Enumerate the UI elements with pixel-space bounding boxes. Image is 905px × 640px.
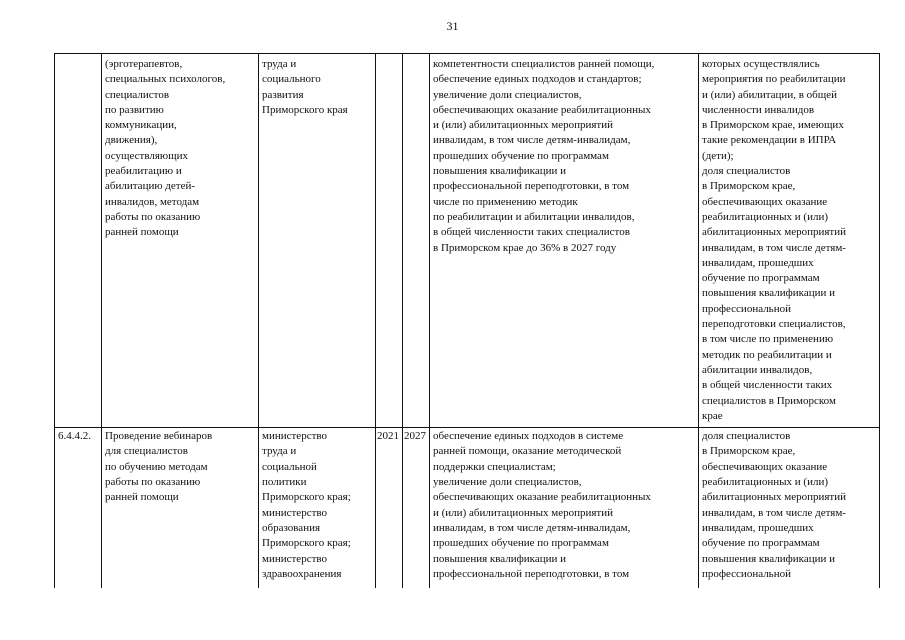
result-cell — [430, 54, 699, 428]
cell-text-line: прошедших обучение по программам — [433, 149, 609, 162]
cell-text-line: в Приморском крае, — [702, 180, 796, 193]
executor-cell — [259, 428, 376, 588]
cell-text-line: обеспечивающих оказание реабилитационных — [433, 103, 651, 116]
cell-text-line: инвалидам, в том числе детям-инвалидам, — [433, 134, 631, 147]
cell-text-line: инвалидам, прошедших — [702, 521, 814, 534]
cell-text-line: методик по реабилитации и — [702, 348, 832, 361]
cell-text-line: Приморского края; — [262, 491, 351, 504]
year-end-cell — [403, 428, 430, 588]
cell-text-line: Приморского края; — [262, 537, 351, 550]
year-start: 2021 — [377, 430, 399, 443]
year-end-cell — [403, 54, 430, 428]
cell-text-line: обучение по программам — [702, 537, 820, 550]
cell-text-line: социальной — [262, 460, 317, 473]
cell-text-line: обеспечивающих оказание — [702, 460, 828, 473]
cell-text-line: в общей численности таких специалистов — [433, 226, 630, 239]
table-row — [55, 428, 880, 588]
cell-text-line: абилитации инвалидов, — [702, 363, 813, 376]
result-cell — [430, 428, 699, 588]
cell-text-line: развития — [262, 88, 304, 101]
cell-text-line: обучение по программам — [702, 272, 820, 285]
cell-text-line: социального — [262, 73, 321, 86]
cell-text-line: по реабилитации и абилитации инвалидов, — [433, 210, 635, 223]
indicator-cell — [699, 428, 880, 588]
cell-text-line: Приморского края — [262, 103, 348, 116]
cell-text-line: и (или) абилитации, в общей — [702, 88, 837, 101]
cell-text-line: реабилитационных и (или) — [702, 210, 828, 223]
cell-text-line: работы по оказанию — [105, 476, 201, 489]
cell-text-line: обеспечение единых подходов в системе — [433, 430, 624, 443]
cell-text-line: крае — [702, 409, 723, 422]
cell-text-line: повышения квалификации и — [702, 287, 836, 300]
cell-text-line: специальных психологов, — [105, 73, 226, 86]
cell-text-line: коммуникации, — [105, 119, 177, 132]
year-start-cell — [376, 54, 403, 428]
cell-text-line: специалистов в Приморском — [702, 394, 836, 407]
row-number-cell — [55, 54, 102, 428]
cell-text-line: по развитию — [105, 103, 164, 116]
cell-text-line: инвалидам, в том числе детям- — [702, 506, 846, 519]
indicator-cell — [699, 54, 880, 428]
cell-text-line: переподготовки специалистов, — [702, 318, 846, 331]
cell-text-line: и (или) абилитационных мероприятий — [433, 506, 613, 519]
cell-text-line: числе по применению методик — [433, 195, 578, 208]
cell-text-line: по обучению методам — [105, 460, 208, 473]
cell-text-line: в Приморском крае до 36% в 2027 году — [433, 241, 617, 254]
cell-text-line: труда и — [262, 445, 297, 458]
cell-text-line: профессиональной — [702, 567, 791, 580]
cell-text-line: политики — [262, 476, 307, 489]
cell-text-line: в том числе по применению — [702, 333, 834, 346]
cell-text-line: в Приморском крае, — [702, 445, 796, 458]
cell-text-line: специалистов — [105, 88, 170, 101]
cell-text-line: поддержки специалистам; — [433, 460, 556, 473]
cell-text-line: обеспечивающих оказание — [702, 195, 828, 208]
cell-text-line: образования — [262, 521, 321, 534]
cell-text-line: Проведение вебинаров — [105, 430, 213, 443]
cell-text-line: профессиональной — [702, 302, 791, 315]
cell-text-line: обеспечение единых подходов и стандартов; — [433, 73, 642, 86]
row-number: 6.4.4.2. — [58, 430, 91, 443]
cell-text-line: повышения квалификации и — [433, 165, 567, 178]
cell-text-line: увеличение доли специалистов, — [433, 476, 582, 489]
cell-text-line: которых осуществлялись — [702, 58, 820, 70]
row-number-cell — [55, 428, 102, 588]
cell-text-line: ранней помощи, оказание методической — [433, 445, 622, 458]
cell-text-line: абилитацию детей- — [105, 180, 196, 193]
year-start-cell — [376, 428, 403, 588]
document-table — [54, 53, 880, 588]
cell-text-line: ранней помощи — [105, 226, 179, 239]
cell-text-line: (эрготерапевтов, — [105, 58, 183, 70]
cell-text-line: осуществляющих — [105, 149, 188, 162]
cell-text-line: численности инвалидов — [702, 103, 815, 116]
table-row — [55, 54, 880, 428]
cell-text-line: реабилитационных и (или) — [702, 476, 828, 489]
cell-text-line: министерство — [262, 506, 328, 519]
cell-text-line: обеспечивающих оказание реабилитационных — [433, 491, 651, 504]
cell-text-line: в Приморском крае, имеющих — [702, 119, 844, 132]
cell-text-line: профессиональной переподготовки, в том — [433, 567, 630, 580]
cell-text-line: (дети); — [702, 149, 734, 162]
executor-cell — [259, 54, 376, 428]
cell-text-line: для специалистов — [105, 445, 188, 458]
cell-text-line: здравоохранения — [262, 567, 342, 580]
cell-text-line: доля специалистов — [702, 430, 791, 443]
cell-text-line: инвалидам, прошедших — [702, 256, 814, 269]
cell-text-line: в общей численности таких — [702, 379, 833, 392]
cell-text-line: ранней помощи — [105, 491, 179, 504]
cell-text-line: министерство — [262, 552, 328, 565]
cell-text-line: мероприятия по реабилитации — [702, 73, 846, 86]
cell-text-line: доля специалистов — [702, 165, 791, 178]
cell-text-line: инвалидам, в том числе детям-инвалидам, — [433, 521, 631, 534]
year-end: 2027 — [404, 430, 426, 443]
cell-text-line: такие рекомендации в ИПРА — [702, 134, 837, 147]
cell-text-line: компетентности специалистов ранней помощи, — [433, 58, 655, 70]
cell-text-line: повышения квалификации и — [433, 552, 567, 565]
cell-text-line: инвалидов, методам — [105, 195, 200, 208]
cell-text-line: министерство — [262, 430, 328, 443]
cell-text-line: увеличение доли специалистов, — [433, 88, 582, 101]
cell-text-line: движения), — [105, 134, 158, 147]
cell-text-line: абилитационных мероприятий — [702, 226, 847, 239]
cell-text-line: прошедших обучение по программам — [433, 537, 609, 550]
event-cell — [102, 428, 259, 588]
cell-text-line: реабилитацию и — [105, 165, 182, 178]
cell-text-line: инвалидам, в том числе детям- — [702, 241, 846, 254]
event-cell — [102, 54, 259, 428]
page-number: 31 — [446, 19, 459, 33]
cell-text-line: повышения квалификации и — [702, 552, 836, 565]
cell-text-line: абилитационных мероприятий — [702, 491, 847, 504]
cell-text-line: труда и — [262, 58, 297, 70]
cell-text-line: профессиональной переподготовки, в том — [433, 180, 630, 193]
cell-text-line: работы по оказанию — [105, 210, 201, 223]
cell-text-line: и (или) абилитационных мероприятий — [433, 119, 613, 132]
